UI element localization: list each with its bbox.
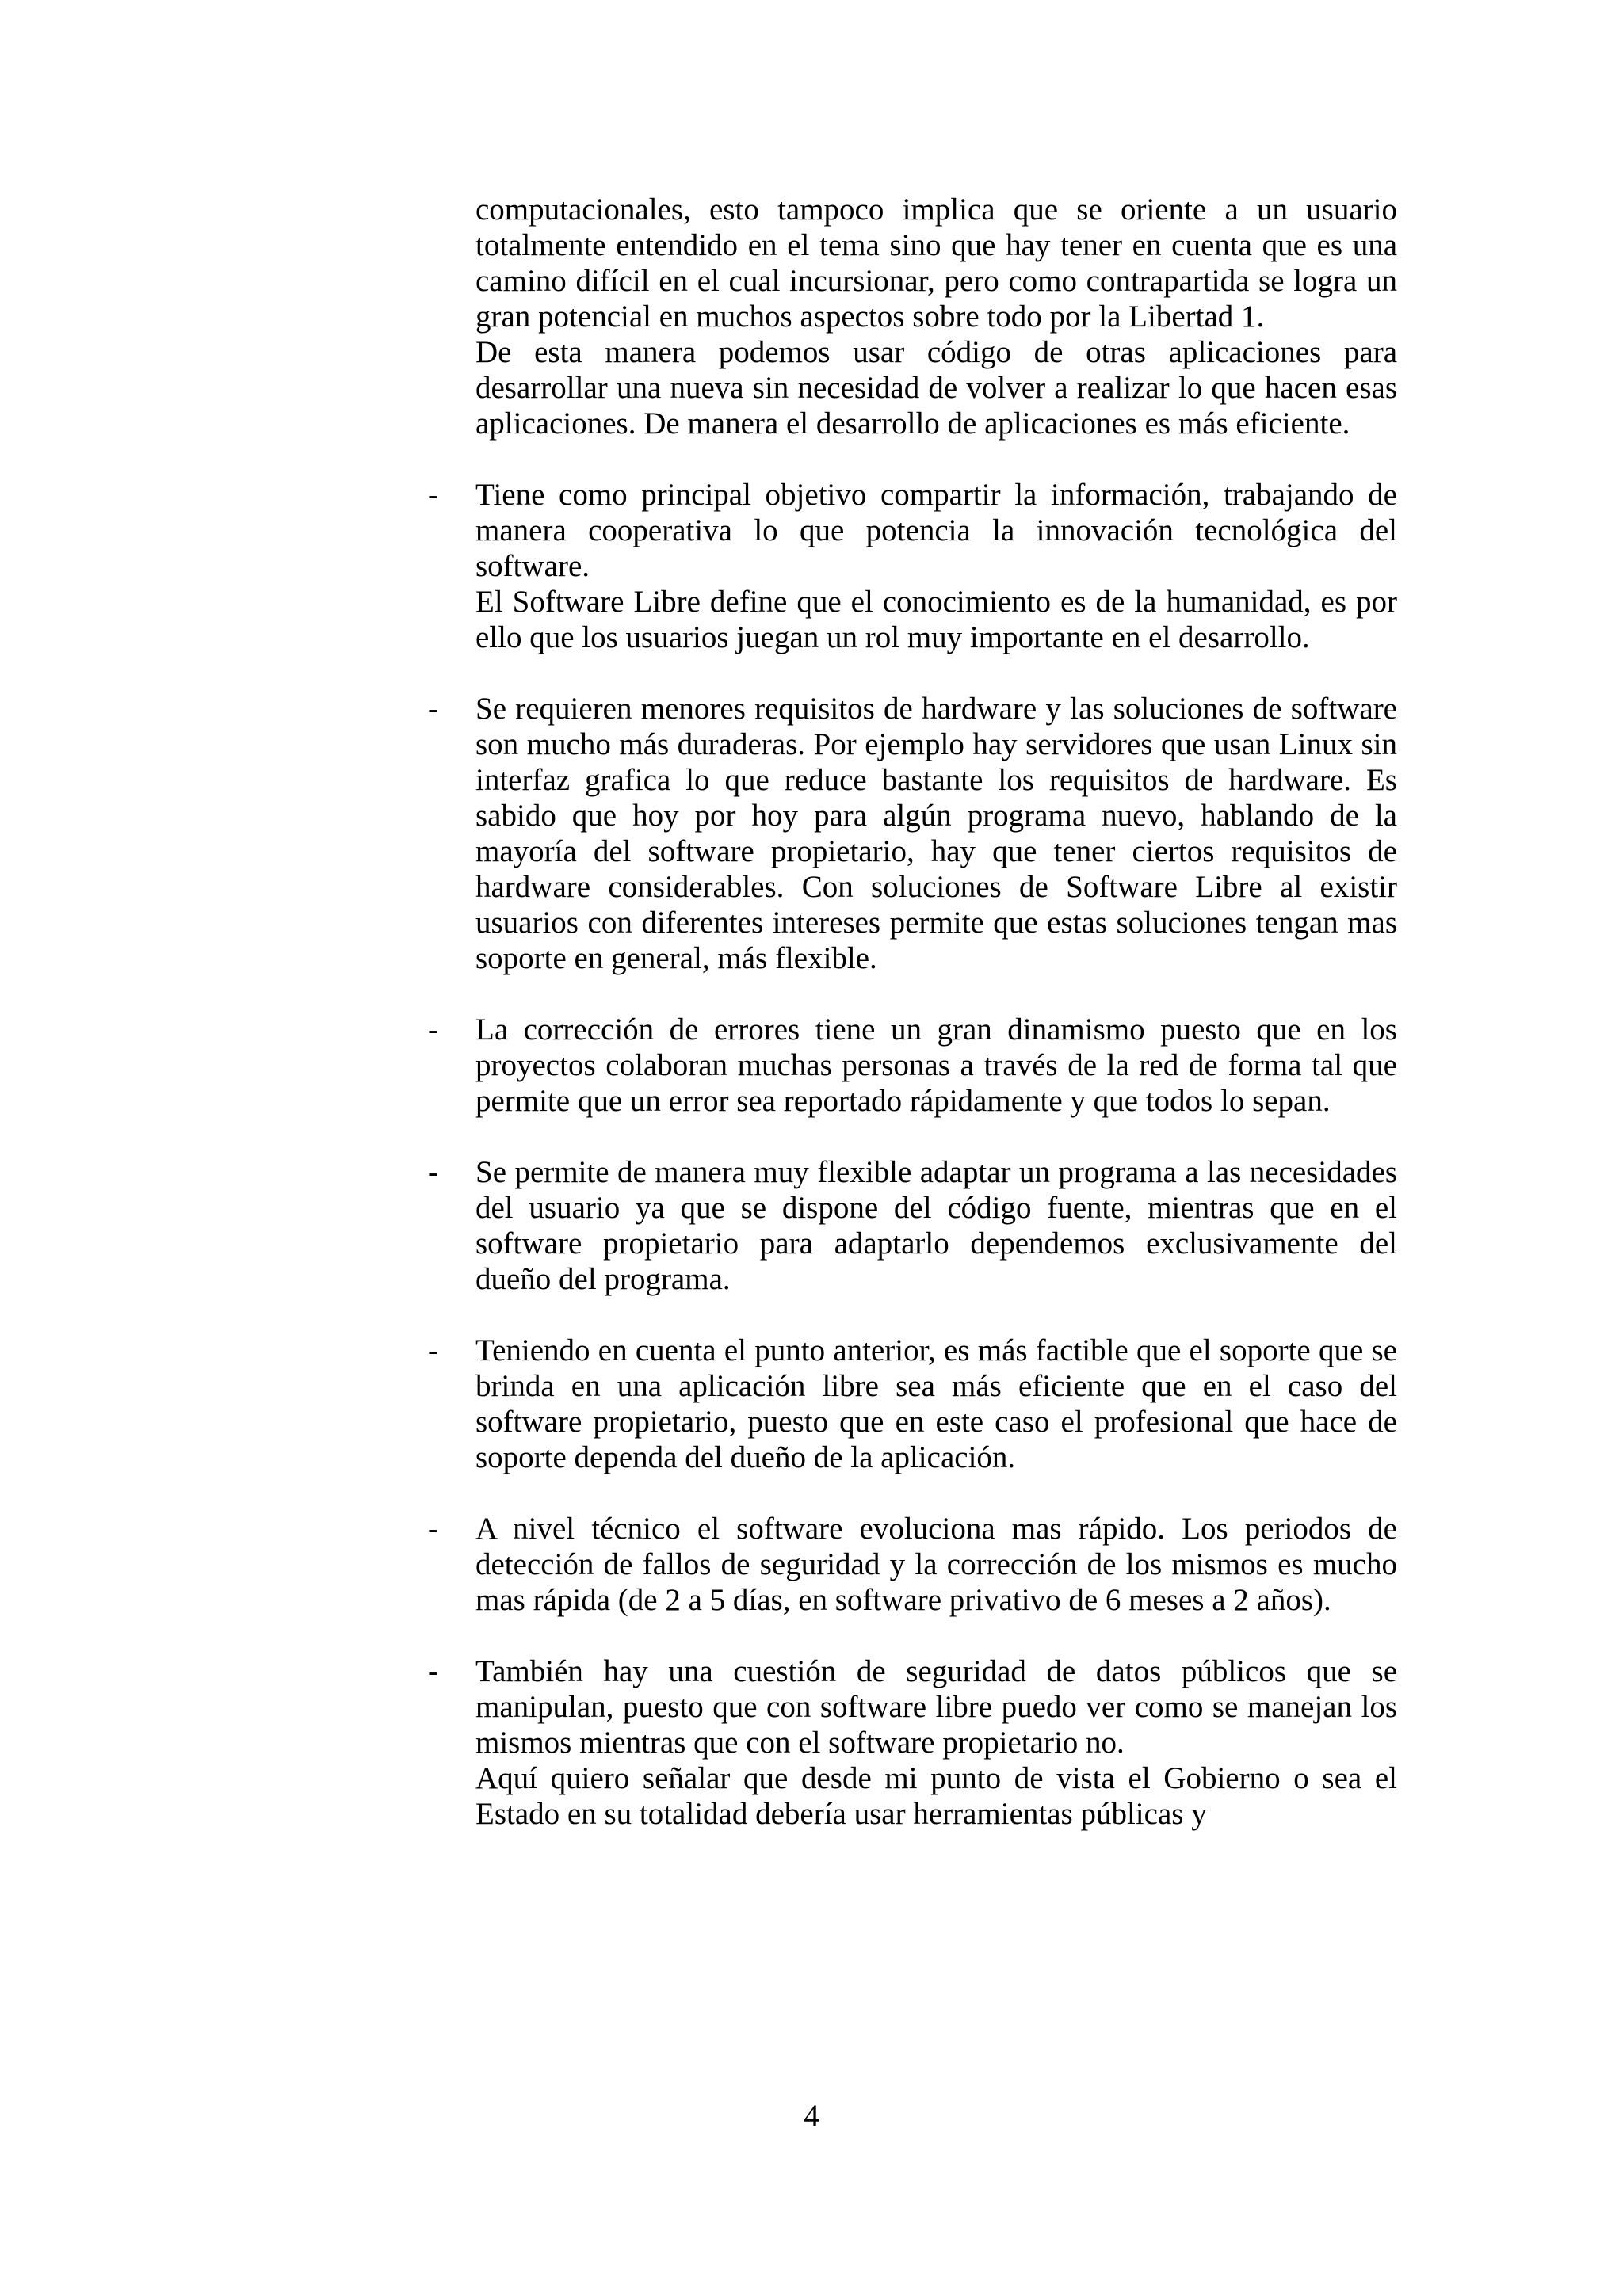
bullet-dash: - bbox=[428, 692, 438, 726]
list-item-paragraph: Se requieren menores requisitos de hardware y las soluciones de software son mucho más duraderas. Por ejemplo hay servidores que usan Linux sin interfaz grafica lo que reduce bastante los requisitos de hardware. Es sabido que hoy por hoy para algún programa nuevo, hablando de la mayoría del software propietario, hay que tener ciertos requisitos de hardware considerables. Con soluciones de Software Libre al existir usuarios con diferentes intereses permite que estas soluciones tengan mas soporte en general, más flexible. bbox=[475, 692, 1397, 975]
bullet-dash: - bbox=[428, 1155, 438, 1189]
list-item-paragraph: Se permite de manera muy flexible adaptar un programa a las necesidades del usuario ya que se dispone del código fuente, mientras que en el software propietario para adaptarlo dependemos exclusivamente del dueño del programa. bbox=[475, 1155, 1397, 1296]
intro-paragraph: De esta manera podemos usar código de otras aplicaciones para desarrollar una nueva sin necesidad de volver a realizar lo que hacen esas aplicaciones. De manera el desarrollo de aplicaciones es más eficiente. bbox=[475, 335, 1397, 441]
intro-block bbox=[475, 192, 1397, 441]
list-item bbox=[428, 1012, 1397, 1119]
list-item bbox=[428, 691, 1397, 976]
page-number: 4 bbox=[804, 2099, 819, 2133]
bullet-dash: - bbox=[428, 1654, 438, 1688]
list-item-paragraph: La corrección de errores tiene un gran dinamismo puesto que en los proyectos colaboran muchas personas a través de la red de forma tal que permite que un error sea reportado rápidamente y que todos lo sepan. bbox=[475, 1013, 1397, 1118]
list-item bbox=[428, 1511, 1397, 1618]
bullet-dash: - bbox=[428, 478, 438, 512]
list-item-paragraph: A nivel técnico el software evoluciona mas rápido. Los periodos de detección de fallos de seguridad y la corrección de los mismos es mucho mas rápida (de 2 a 5 días, en software privativo de 6 meses a 2 años). bbox=[475, 1512, 1397, 1617]
list-item-paragraph: Tiene como principal objetivo compartir la información, trabajando de manera cooperativa lo que potencia la innovación tecnológica del software. bbox=[475, 478, 1397, 583]
bullet-dash: - bbox=[428, 1512, 438, 1546]
list-item bbox=[428, 1333, 1397, 1475]
list-item-paragraph: Aquí quiero señalar que desde mi punto de vista el Gobierno o sea el Estado en su totalidad debería usar herramientas públicas y bbox=[475, 1761, 1397, 1831]
list-item-paragraph: El Software Libre define que el conocimiento es de la humanidad, es por ello que los usuarios juegan un rol muy importante en el desarrollo. bbox=[475, 585, 1397, 654]
list-item bbox=[428, 1154, 1397, 1297]
list-item-paragraph: También hay una cuestión de seguridad de datos públicos que se manipulan, puesto que con software libre puedo ver como se manejan los mismos mientras que con el software propietario no. bbox=[475, 1654, 1397, 1760]
bullet-dash: - bbox=[428, 1333, 438, 1367]
list-item bbox=[428, 477, 1397, 655]
list-item-paragraph: Teniendo en cuenta el punto anterior, es más factible que el soporte que se brinda en una aplicación libre sea más eficiente que en el caso del software propietario, puesto que en este caso el profesional que hace de soporte dependa del dueño de la aplicación. bbox=[475, 1333, 1397, 1474]
page-body bbox=[428, 192, 1397, 1832]
bullet-dash: - bbox=[428, 1013, 438, 1047]
list-item bbox=[428, 1653, 1397, 1832]
intro-paragraph: computacionales, esto tampoco implica que se oriente a un usuario totalmente entendido en el tema sino que hay tener en cuenta que es una camino difícil en el cual incursionar, pero como contrapartida se logra un gran potencial en muchos aspectos sobre todo por la Libertad 1. bbox=[475, 193, 1397, 334]
